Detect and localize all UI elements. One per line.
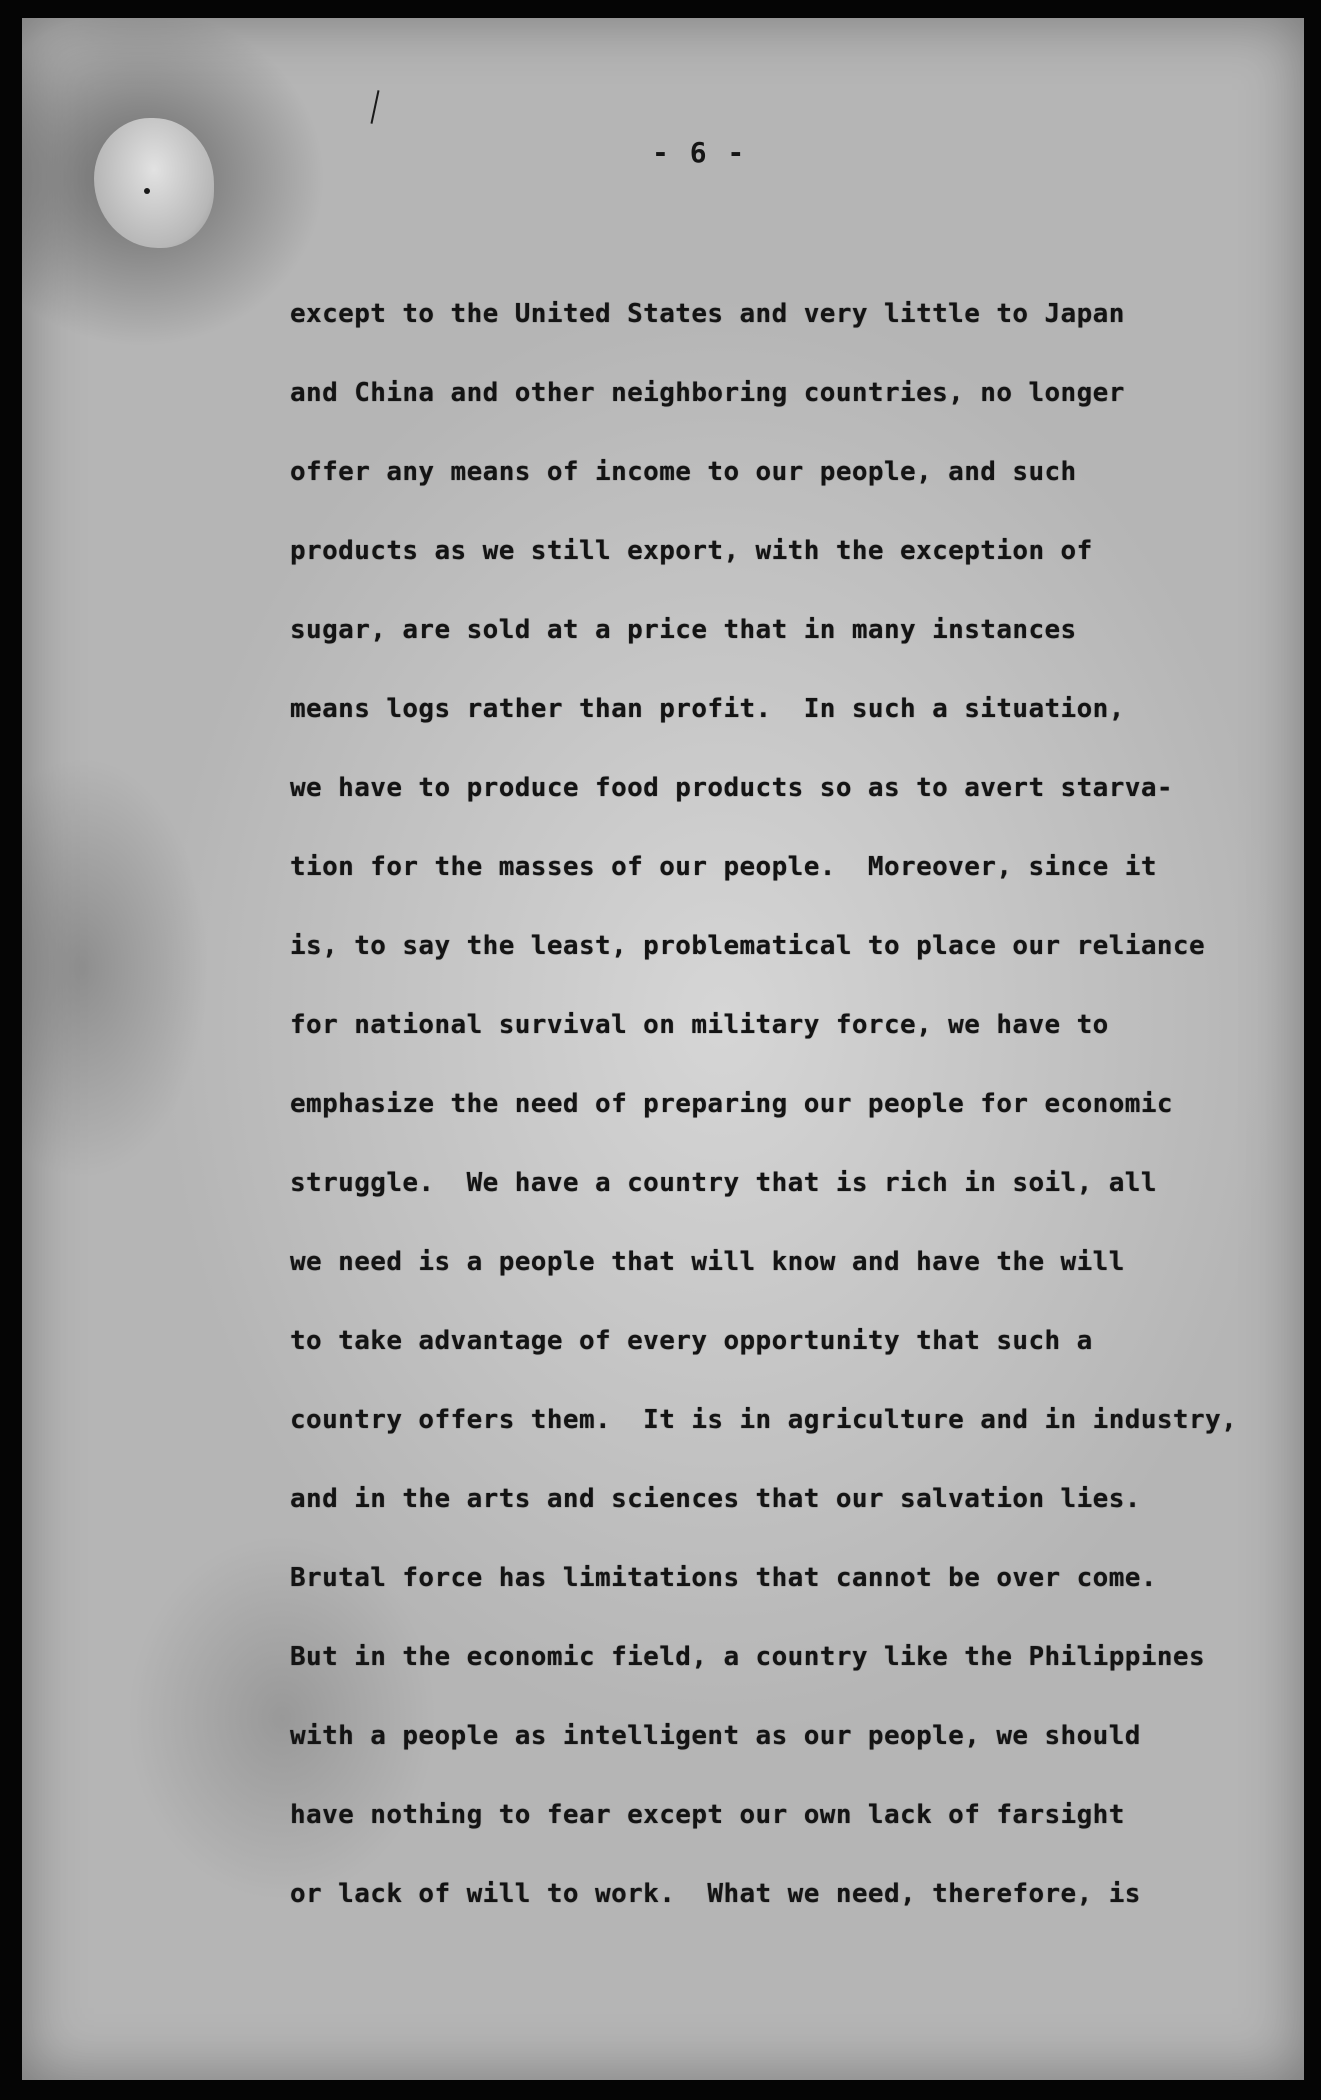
text-line: emphasize the need of preparing our people for economic	[290, 1089, 1173, 1119]
text-line: tion for the masses of our people. Moreover, since it	[290, 852, 1157, 882]
scan-mark	[144, 188, 150, 194]
text-line: Brutal force has limitations that cannot be over come.	[290, 1563, 1157, 1593]
text-line: we have to produce food products so as to avert starva-	[290, 773, 1173, 803]
text-line: But in the economic field, a country like the Philippines	[290, 1642, 1206, 1672]
text-line: and in the arts and sciences that our salvation lies.	[290, 1484, 1141, 1514]
document-page	[22, 18, 1304, 2080]
text-line: means logs rather than profit. In such a situation,	[290, 694, 1125, 724]
text-line: or lack of will to work. What we need, therefore, is	[290, 1879, 1141, 1909]
text-line: struggle. We have a country that is rich in soil, all	[290, 1168, 1157, 1198]
text-line: to take advantage of every opportunity that such a	[290, 1326, 1093, 1356]
text-line: and China and other neighboring countries, no longer	[290, 378, 1125, 408]
text-line: country offers them. It is in agriculture and in industry,	[290, 1405, 1238, 1435]
text-line: for national survival on military force, we have to	[290, 1010, 1109, 1040]
text-line: we need is a people that will know and have the will	[290, 1247, 1125, 1277]
text-line: products as we still export, with the exception of	[290, 536, 1093, 566]
paper-stain	[94, 118, 214, 248]
body-text	[290, 290, 1237, 1949]
page-number: - 6 -	[652, 136, 747, 169]
text-line: sugar, are sold at a price that in many instances	[290, 615, 1077, 645]
text-line: with a people as intelligent as our people, we should	[290, 1721, 1141, 1751]
text-line: is, to say the least, problematical to place our reliance	[290, 931, 1206, 961]
text-line: have nothing to fear except our own lack of farsight	[290, 1800, 1125, 1830]
text-line: except to the United States and very little to Japan	[290, 299, 1125, 329]
scan-mark	[370, 90, 379, 124]
text-line: offer any means of income to our people, and such	[290, 457, 1077, 487]
